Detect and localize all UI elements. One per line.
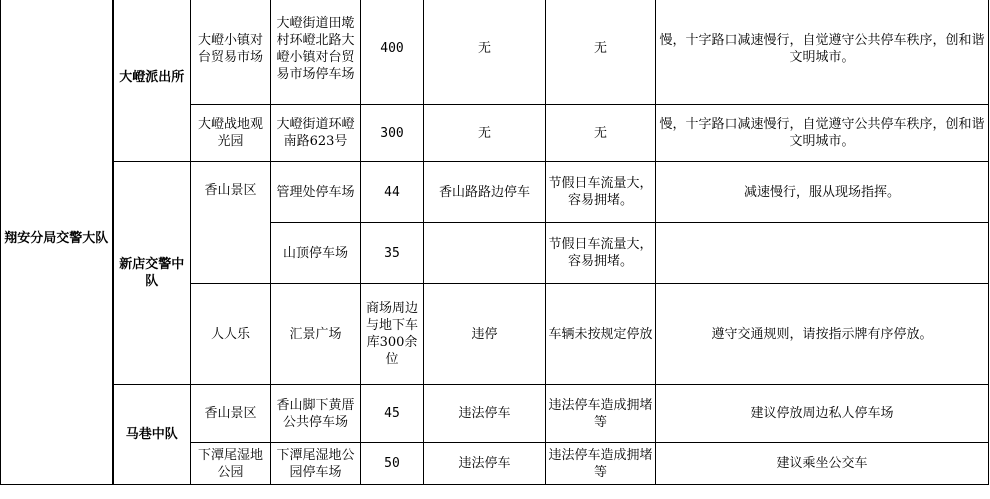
- roadside-cell: 违停: [424, 284, 546, 385]
- spaces-cell: 45: [361, 385, 424, 443]
- roadside-cell: 违法停车: [424, 385, 546, 443]
- location-cell: 大嶝街道环嶝南路623号: [271, 105, 361, 162]
- location-cell: 香山脚下黄厝公共停车场: [271, 385, 361, 443]
- spaces-cell: 400: [361, 0, 424, 105]
- issue-cell: 无: [546, 0, 656, 105]
- table-row: [1, 0, 989, 105]
- suggestion-cell: 慢，十字路口减速慢行，自觉遵守公共停车秩序，创和谐文明城市。: [656, 0, 989, 105]
- location-cell: 管理处停车场: [271, 162, 361, 223]
- area-cell: 下潭尾湿地公园: [191, 443, 271, 485]
- spaces-cell: 商场周边与地下车库300余位: [361, 284, 424, 385]
- roadside-cell: 无: [424, 0, 546, 105]
- spaces-cell: 50: [361, 443, 424, 485]
- area-cell: 香山景区: [191, 162, 271, 284]
- area-cell: 人人乐: [191, 284, 271, 385]
- issue-cell: 车辆未按规定停放: [546, 284, 656, 385]
- spaces-cell: 35: [361, 223, 424, 284]
- location-cell: 山顶停车场: [271, 223, 361, 284]
- area-cell: 香山景区: [191, 385, 271, 443]
- issue-cell: 节假日车流量大，容易拥堵。: [546, 223, 656, 284]
- suggestion-cell: [656, 223, 989, 284]
- issue-cell: 节假日车流量大，容易拥堵。: [546, 162, 656, 223]
- spaces-cell: 300: [361, 105, 424, 162]
- suggestion-cell: 遵守交通规则，请按指示牌有序停放。: [656, 284, 989, 385]
- location-cell: 汇景广场: [271, 284, 361, 385]
- roadside-cell: 违法停车: [424, 443, 546, 485]
- issue-cell: 无: [546, 105, 656, 162]
- suggestion-cell: 建议乘坐公交车: [656, 443, 989, 485]
- unit-cell: 新店交警中队: [113, 162, 191, 385]
- area-cell: 大嶝战地观光园: [191, 105, 271, 162]
- suggestion-cell: 建议停放周边私人停车场: [656, 385, 989, 443]
- issue-cell: 违法停车造成拥堵等: [546, 443, 656, 485]
- issue-cell: 违法停车造成拥堵等: [546, 385, 656, 443]
- table-row: [1, 162, 989, 223]
- location-cell: 下潭尾湿地公园停车场: [271, 443, 361, 485]
- table-row: [1, 385, 989, 443]
- roadside-cell: 香山路路边停车: [424, 162, 546, 223]
- roadside-cell: 无: [424, 105, 546, 162]
- brigade-cell: 翔安分局交警大队: [1, 0, 113, 485]
- suggestion-cell: 减速慢行，服从现场指挥。: [656, 162, 989, 223]
- location-cell: 大嶝街道田墘村环嶝北路大嶝小镇对台贸易市场停车场: [271, 0, 361, 105]
- suggestion-cell: 慢，十字路口减速慢行，自觉遵守公共停车秩序，创和谐文明城市。: [656, 105, 989, 162]
- unit-cell: 马巷中队: [113, 385, 191, 485]
- unit-cell: 大嶝派出所: [113, 0, 191, 162]
- area-cell: 大嶝小镇对台贸易市场: [191, 0, 271, 105]
- roadside-cell: [424, 223, 546, 284]
- spaces-cell: 44: [361, 162, 424, 223]
